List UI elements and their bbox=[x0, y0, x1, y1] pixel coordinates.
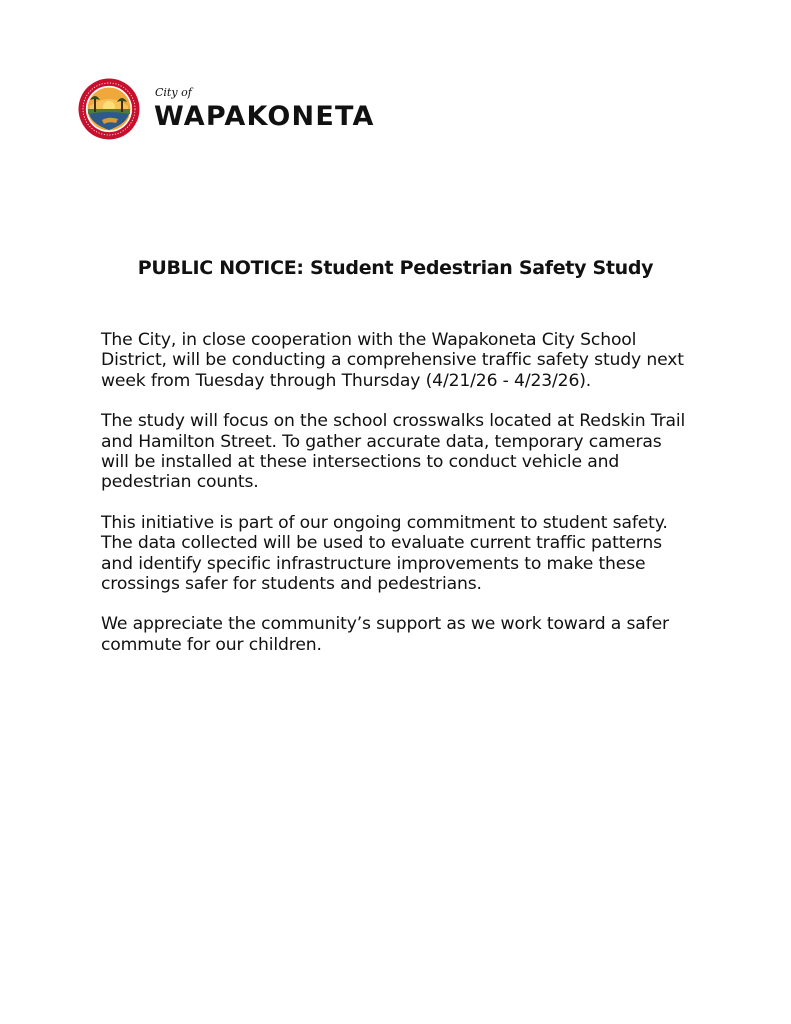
city-wordmark bbox=[154, 87, 375, 131]
notice-paragraph: This initiative is part of our ongoing commitment to student safety. The data collected will be used to evaluate current traffic patterns and identify specific infrastructure improvements to make these crossings safer for students and pedestrians. bbox=[101, 512, 668, 595]
city-header bbox=[78, 78, 375, 140]
notice-paragraph: The study will focus on the school crosswalks located at Redskin Trail and Hamilton Street. To gather accurate data, temporary cameras will be installed at these intersections to conduct vehicle and pedestrian counts. bbox=[101, 411, 686, 493]
notice-paragraph: The City, in close cooperation with the Wapakoneta City School District, will be conducting a comprehensive traffic safety study next week from Tuesday through Thursday (4/21/26 - 4/23/26). bbox=[101, 330, 684, 391]
city-of-label: City of bbox=[155, 86, 192, 99]
notice-title: PUBLIC NOTICE: Student Pedestrian Safety Study bbox=[137, 257, 654, 279]
city-seal-icon bbox=[78, 78, 140, 140]
notice-body bbox=[101, 330, 691, 675]
notice-paragraph: We appreciate the community’s support as we work toward a safer commute for our children. bbox=[101, 614, 669, 655]
city-name: WAPAKONETA bbox=[154, 101, 375, 132]
